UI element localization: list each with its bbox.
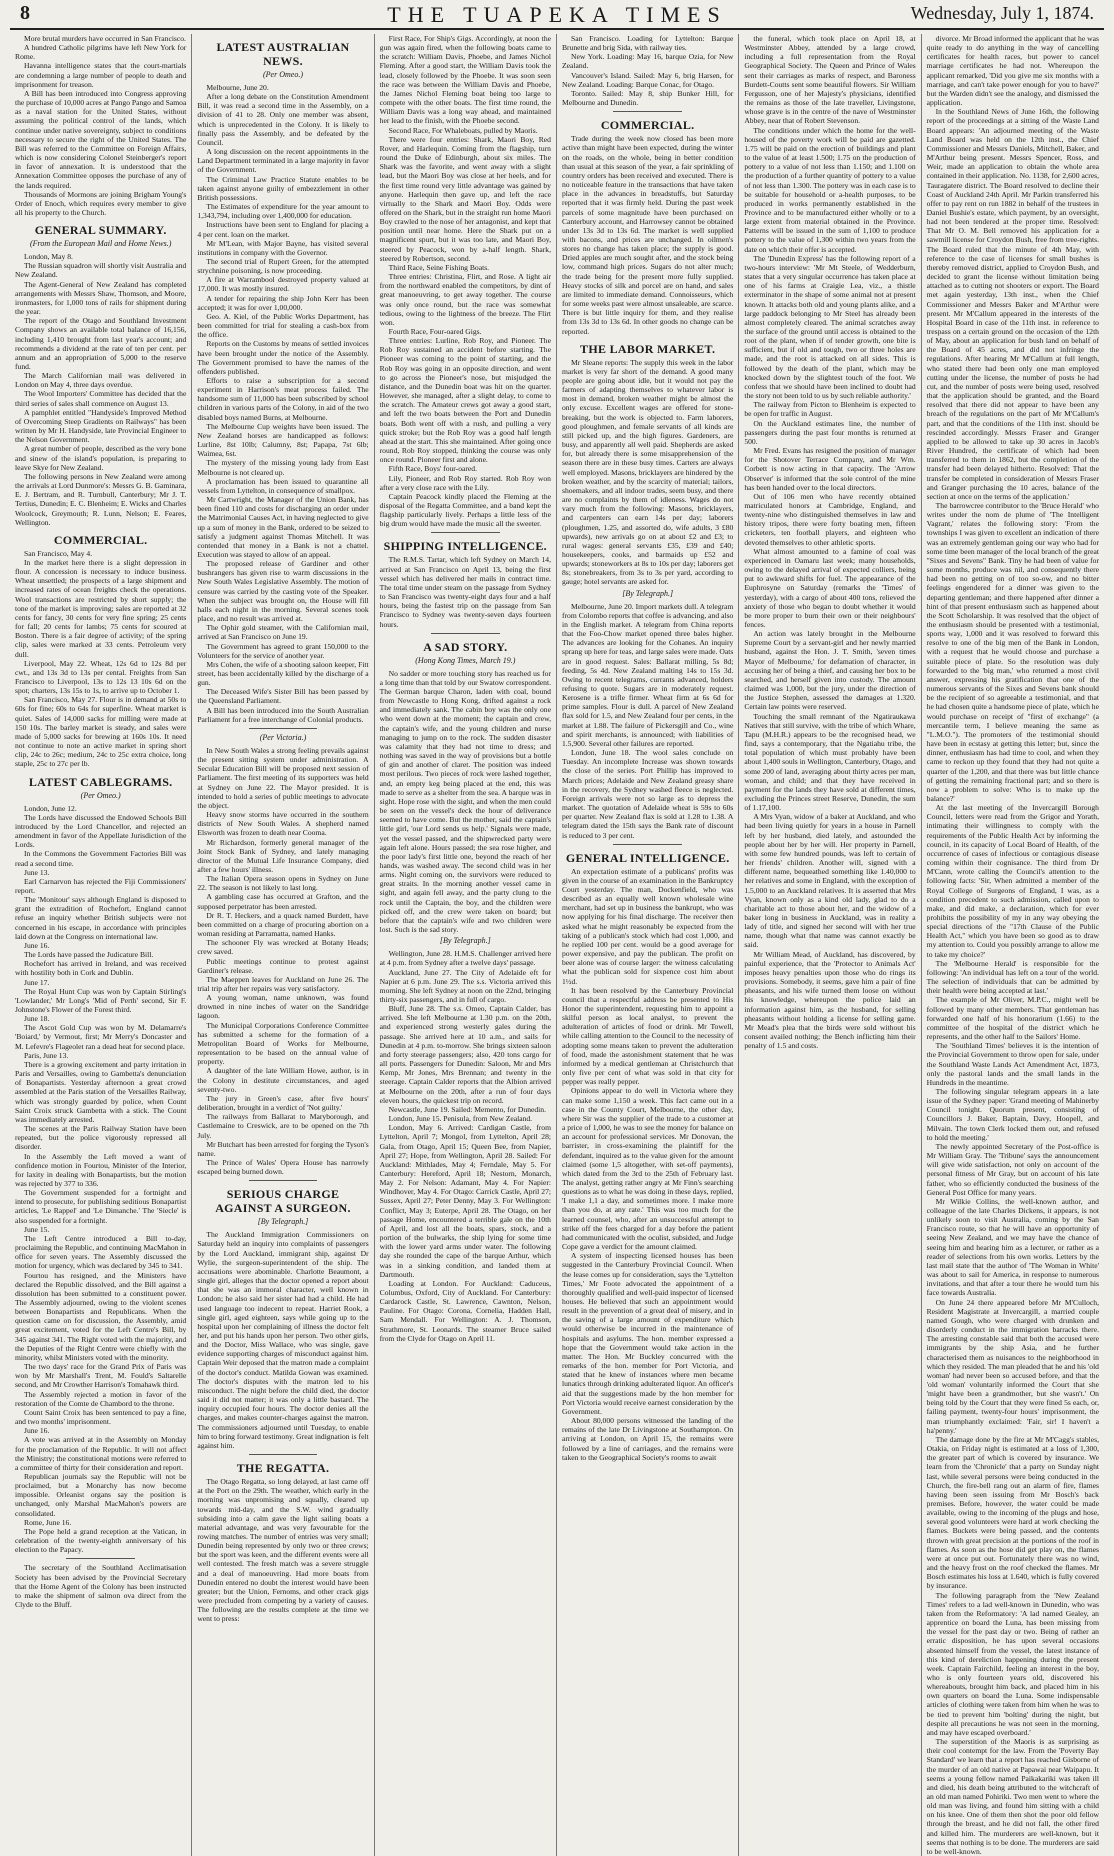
article-paragraph: Reports on the Customs by means of settled invoices have been brought under the notice of the Assembly. The Government promised to have the names of the offenders published.	[197, 339, 369, 376]
article-paragraph: The scenes at the Paris Railway Station have been repeated, but the police vigorously repressed all disorder.	[15, 1124, 187, 1152]
newspaper-title: THE TUAPEKA TIMES	[387, 2, 727, 27]
article-paragraph: A proclamation has been issued to quarantine all vessels from Lyttelton, in consequence of smallpox.	[197, 476, 369, 495]
article-paragraph: The Deceased Wife's Sister Bill has been passed by the Queensland Parliament.	[197, 687, 369, 706]
column-1	[10, 34, 192, 1856]
article-paragraph: Liverpool, May 22. Wheat, 12s 6d to 12s 8d per cwt., and 13s 3d to 13s per cental. Freights from San Francisco to Liverpool, 13s to 12s 13 10s 6d on the spot; charters, 13s 15s to 1s, to arrive up to October 1.	[15, 658, 187, 696]
section-heading: LATEST CABLEGRAMS.	[28, 774, 173, 789]
article-paragraph: June 13.	[24, 867, 50, 877]
section-heading: GENERAL INTELLIGENCE.	[565, 850, 730, 865]
article-paragraph: Dr R. T. Heckers, and a quack named Burdett, have been committed on a charge of procuring abortion on a woman residing at Parramatta, named Hanks.	[197, 910, 369, 939]
article-paragraph: Trade during the week now closed has been more active than might have been expected, during the winter on the roads, on the whole, being in better condition than usual at this season of the year, a fair sprinkling of country orders has been received and executed. There is no noticeable feature in the transactions that have taken place in the advances in breadstuffs, but Saturday reported that it was firmly held. During the past week parcels of some magnitude have been purchased on Canterbury account, and Harrowsey cannot be obtained under 13s 3d to 13s 6d. The market is well supplied with bacons, and prices are unchanged. In oilmen's stores no change has taken place; the supply is good. Dried apples are much sought after, and the stock being low, command high prices. Sugars do not alter much; the trade being for the present more fully supplied. Heavy stocks of silk and porcel are on hand, and sales are limited to immediate demand. Connoisseurs, which for some weeks past were almost unsaleable, are scarce. There is but little inquiry for them, and they realise from 13s 3d to 13s 6d. In other goods no change can be reported.	[561, 134, 734, 336]
article-paragraph: London, May 8.	[24, 252, 73, 262]
section-heading: COMMERCIAL.	[53, 532, 148, 547]
column-6	[922, 34, 1104, 1856]
section-subheading: (Hong Kong Times, March 19.)	[415, 655, 516, 665]
article-paragraph: Auckland, June 27. The City of Adelaide eft for Napier at 6 p.m. June 29. The s.s. Victoria arrived this morning. She left Sydney at noon on the 22nd, bringing thirty-six passengers, and in full of cargo.	[379, 967, 551, 1004]
section-divider	[431, 633, 500, 634]
article-paragraph: Public meetings continue to protest against Gardiner's release.	[197, 956, 369, 975]
section-divider	[249, 1454, 318, 1455]
article-paragraph: On June 24 there appeared before Mr M'Culloch, Resident Magistrate at Invercargill, a married couple named Gough, who were charged with drunken and disorderly conduct in the immigration barracks there. The arresting constable said that both the accused were immigrants by the ship Asia, and he further characterised them as nuisances to the neighborhood in which they resided. The man pleaded that he and his 'old woman' had never been so accused before, and that the 'old woman' voluntarily informed the Court that she 'might have been a grandmother, but she wasn't.' On being told by the Court that they were fined 5s each, or, failing payment, twenty-four hours' imprisonment, the man triumphantly exclaimed: 'Fair, sir! I haven't a ha'penny.'	[926, 1297, 1099, 1435]
article-paragraph: Touching the small remnant of the Ngatiraukawa Natives that still survive, with the tribe of which Whare, Tapu (M.H.R.) appears to be the recognised head, we find, says a contemporary, that the Ngatiahu tribe, the total population of which must probably have been about 1,400 souls in Wellington, Canterbury, Otago, and some 200 of land, averaging about thirty acres per man, woman, and child; and that they have received in payment for the lands they have sold at different times, excluding the Princes street Reserve, Dunedin, the sum of 1.17,100.	[744, 711, 916, 813]
article-paragraph: June 18.	[24, 1014, 50, 1024]
article-paragraph: A vote was arrived at in the Assembly on Monday for the proclamation of the Republic. It will not affect the Ministry; the constitutional motions were referred to a committee of thirty for their consideration and report.	[15, 1435, 187, 1472]
article-paragraph: San Francisco. Loading for Lyttelton: Barque Brunette and brig Sida, with railway ties.	[561, 34, 734, 53]
article-paragraph: About 80,000 persons witnessed the landing of the remains of the late Dr Livingstone at Southampton. On arriving at London, on April 15, the remains were followed by a line of carriages, and the remains were taken to the Geographical Society's rooms to await	[561, 1416, 734, 1462]
article-paragraph: Instructions have been sent to England for placing a 4 per cent. loan on the market.	[197, 220, 369, 239]
article-paragraph: There were four entries: Shark, Maori Boy, Red Rover, and Harlequin. Coming from the flagship, turn round the Duke of Edinburgh, about six miles. The Shark was the favorite, and went away with a slight lead, but the Maori Boy was close at her heels, and for the first time round very little advantage was gained by anyone. Harlequin then gave up, and left the race virtually to the Shark and Maori Boy. Odds were offered on the Shark, but in the straight run home Maori Boy crawled to the nose of her antagonist, and kept that position until near home. Here the Shark put on a magnificent spurt, but it was too late, and Maori Boy, steered by Peacock, won by a-half length. Shark, steered by Robertson, second.	[379, 134, 551, 263]
column-3	[375, 34, 557, 1856]
article-paragraph: San Francisco, May 27. Flour is in demand at 50s to 60s for fine; 60s to 64s for superfine. Wheat market is quiet. Sales of 14,000 sacks for milling were made at 150 10s. The barley market is steady, and sales were made of 5,000 sacks for brewing at 160s 10s. It need not continue to note an active market in spring short clip, 24c to 26c; medium, 24c to 25c extra choice, long staple, 25c to 27c per lb.	[15, 695, 187, 769]
article-paragraph: Mr Wilkie Collins, the well-known author, and colleague of the late Charles Dickens, it appears, is not unlikely soon to visit Australia, coming by the San Francisco route, so that he will have an opportunity of seeing New Zealand, and we may have the chance of seeing him and hearing him as a lecturer, or rather as a reader of selections from his own works. Letters by the last mail state that the author of 'The Woman in White' was about to sail for America, in response to numerous invitations, and that after a tour there he would turn his face towards Australia.	[926, 1196, 1099, 1298]
article-paragraph: The Assembly rejected a motion in favor of the restoration of the Comte de Chambord to the throne.	[15, 1389, 187, 1408]
page-number: 8	[20, 2, 30, 24]
section-heading: SERIOUS CHARGE AGAINST A SURGEON.	[215, 1187, 351, 1216]
article-paragraph: A system of inspecting licensed houses has been suggested in the Canterbury Provincial Council. When the lease comes up for consideration, says the 'Lyttelton Times,' Mr Foote advocated the appointment of a thoroughly qualified and well-paid inspector of licensed houses. He believed that such an appointment would result in the prevention of a great deal of misery, and in the saving of a large amount of expenditure which would otherwise be incurred in the maintenance of hospitals and asylums. The hon. member expressed a hope that the Government would take action in the matter. The Hon. Mr Buckley concurred with the remarks of the hon. member for Port Victoria, and stated that he knew of instances where men became lunatics through drinking adulterated liquor. An officer's aid that the suggestions made by the hon member for Port Victoria would receive earnest consideration by the Government.	[561, 1251, 734, 1416]
article-paragraph: A great number of people, described as the very bone and sinew of the island's population, is preparing to leave Skye for New Zealand.	[15, 444, 187, 472]
article-paragraph: The Left Centre introduced a Bill to-day, proclaiming the Republic, and continuing MacMahon in office for seven years. The Assembly discussed the motion for urgency, which was declared by 345 to 341.	[15, 1233, 187, 1271]
article-paragraph: Fifth Race, Boys' four-oared.	[388, 464, 477, 474]
article-paragraph: The conditions under which the home for the well-housed of the poverty work will be paid are gazetted. 1.75 will be paid on the erection of buildings and plant to the value of at least 1.500; 1.75 on the production of pottery to a value of not less than 1.150; and 1.100 on the production of a further quantity of pottery to a value of not less than 1.300. The pottery was in each case is to be suitable for household or a-health purposes, to be produced in works permanently established in the Province and to be manufactured either wholly or to a large extent from material obtained in the Province. Patterns will be issued in the sum of 1,100 to produce pottery to the value of 1,300 within two years from the date on which their offer is accepted.	[744, 125, 916, 254]
section-divider	[249, 728, 318, 729]
article-paragraph: London, June 15. Penisula, from New Zealand.	[388, 1114, 533, 1124]
article-paragraph: The March Californian mail was delivered in London on May 4, three days overdue.	[15, 371, 187, 390]
article-paragraph: The Government has agreed to grant 150,000 to the Volunteers for the service of another year.	[197, 641, 369, 660]
article-paragraph: Republican journals say the Republic will not be proclaimed, but a Monarchy has now become impossible. Orleanist organs say the position is unchanged, only Marshal MacMahon's powers are consolidated.	[15, 1471, 187, 1518]
section-subheading: [By Telegraph.]	[439, 936, 491, 946]
article-paragraph: A fire at Warrambool destroyed property valued at 17,000. It was mostly insured.	[197, 275, 369, 294]
article-paragraph: Melbourne, June 20.	[206, 83, 269, 92]
section-divider	[613, 111, 682, 112]
article-paragraph: The barrowcree contributor to the 'Bruce Herald' who writes under the nom de plume of 'The Intelligent Vagrant,' relates the following story: 'From the townships I was given to excellent an indication of there was an extremely gentleman going our way who had for some time been manager of the local branch of the great "Sixes and Sevens" Bank. Tiny he had been of value for some months, produce was nil, and consequently there had been no getting on of too so-ow, and no bitter feelings engendered for a dinner was given to the departing gentleman; and there happened after dinner a hint of that present enthusiasm such as happened about the Scott Scholarship. It was resolved that the object of the enthusiasm should be presented with a testimonial, sports way, 1,000 and it was resolved to forward this resolve to one of the big men of the Bank in London, with a request that he would choose and purchase a suitable piece of plate. So the resolution was duly forwarded to the 'big man,' who returned a most civil answer, expressing his gratification that one of the numerous servants of the Sixes and Sevens bank should be the recipient of so agreeable a testimonial, and that he had chosen quite a handsome piece of plate, which he would purchase on receipt of "first of exchange" (a mercantile term, I believe meaning the same as "L.M.O."). The promoters of the testimonial should have been in ecstasy at getting this letter; but, since the dinner, enthusiasm has had time to cool, and when they came to reckon up they found that they had not quite a quarter of the 1,200, and that there was but little chance of getting the remaining fractional part; and so there is now a problem to solve: Who is to make up the balance?'	[926, 500, 1099, 803]
article-paragraph: The Maeppen leaves for Auckland on June 26. The trial trip after her repairs was very satisfactory.	[197, 974, 369, 993]
article-paragraph: The superstition of the Maoris is as surprising as their cool contempt for the law. From the 'Poverty Bay Standard' we learn that a report has reached Gisborne of the murder of an old native at Papawai near Waipapu. It seems a young fellow named Paikakariki was taken ill and died, his death being attributed to the witchcraft of an old man named Pohiriki. Two men went to where the old man was living, and found him sitting with a child on his knee. One of them then shot the poor old fellow through the breast, and he did not fall, the other fired and killed him. The murderers are well-known, but it seems that nothing is to be done. The murderers are said to be well-known.	[926, 1737, 1099, 1856]
article-paragraph: The R.M.S. Tartar, which left Sydney on March 14, arrived at San Francisco on April 13, being the first vessel which has delivered her mails in contract time. The total time under steam on the passage from Sydney to San Francisco was twenty-eight days four and a half hours, being the fastest trip on the passage from San Francisco to Sydney was twenty-seven days fourteen hours.	[379, 555, 551, 629]
article-paragraph: Mr Richardson, formerly general manager of the Joint Stock Bank of Sydney, and lately managing director of the Mutual Life Insurance Company, died after a few hours' illness.	[197, 837, 369, 874]
article-paragraph: London, May 6. Arrived: Cardigan Castle, from Lyttelton, April 7; Mongol, from Lyttelton, April 28; Gala, from Otago, April 15; Queen Bee, from Napier, April 27; Hope, from Wellington, April 28. Sailed: For Auckland: Mithlades, May 4; Ferndale, May 5. For Canterbury: Hereford, April 18; Nestorn, Monarch, May 2. For Nelson: Adamant, May 4. For Napier: Windhover, May 4. For Otago: Carrick Castle, April 27; Sussex, April 27; Peter Denny, May 3. For Wellington: Conflict, May 3; Euterpe, April 28. The Otago, on her passage Home, encountered a terrible gale on the 10th of April, and lost all the boats, spars, stock, and a portion of the bulwarks, the ship lying for some time with the lower yard arms under water. The following day she rounded the cape of the barque Arthur, which was in a sinking condition, and landed them at Dartmouth.	[379, 1123, 551, 1279]
article-paragraph: Thousands of Mormons are joining Brigham Young's Order of Enoch, which requires every member to give all his property to the Church.	[15, 189, 187, 217]
article-paragraph: Efforts to raise a subscription for a second experiment in Harrison's meat process failed. The handsome sum of 11,000 has been subscribed by school children in various parts of the Colony, in aid of the two disabled boys named Burns, at Melbourne.	[197, 376, 369, 422]
article-paragraph: Mr William Mead, of Auckland, has discovered, by painful experience, that the 'Protector to Animals Act' imposes heavy penalties upon those who do rings its provisions. Somebody, it seems, gave him a pair of fine pheasants, and his wife turned them loose on without his knowledge, whereupon the police laid an information against him, as the husband, for selling pheasants without holding a license for selling game. Mr Mead's plea that the birds were sold without his consent availed nothing; the Bench inflicting him their penalty of 1.5 and costs.	[744, 949, 916, 1051]
issue-date: Wednesday, July 1, 1874.	[910, 3, 1094, 23]
article-paragraph: The Agent-General of New Zealand has completed arrangements with Messrs Shaw, Thomson, and Moore, ironmasters, for 1,000 tons of rails for shipment during the year.	[15, 279, 187, 317]
section-subheading: (Per Omeo.)	[80, 790, 121, 800]
article-paragraph: London, June 18. The wool sales conclude on Tuesday. An incomplete Increase was shown towards the close of the series. Port Phillip has improved to March prices; Adelaide and New Zealand greasy share in the recovery, the Sydney washed fleece is neglected. Foreign arrivals were not so large as to depress the market. The quotation of Adelaide wheat is 59s to 60s per quarter. New Zealand flax is sold at 1.28 to 1.38. A telegram dated the 15th says the Bank rate of discount is reduced to 3 per cent.	[561, 748, 734, 840]
article-paragraph: Vancouver's Island. Sailed: May 6, brig Harsen, for New Zealand. Loading: Barque Conac, for Otago.	[561, 70, 734, 89]
article-paragraph: The Municipal Corporations Conference Committee has submitted a scheme for the formation of a Metropolitan Board of Works for Melbourne, representation to be based on the annual value of property.	[197, 1020, 369, 1067]
article-paragraph: There is a growing excitement and party irritation in Paris and Versailles, owing to Gambetta's denunciation of Bonapartists. Yesterday afternoon a great crowd assembled at the Paris station of the Versailles Railway, which was strongly guarded by police, when Count Saint Croix struck Gambetta with a stick. The Count was immediately arrested.	[15, 1059, 187, 1124]
article-paragraph: At the last meeting of the Invercargill Borough Council, letters were read from the Grigor and Yorath, intimating their willingness to comply with the requirements of the Public Health Act by informing the council, in its capacity of Local Board of Health, of the occurrence of cases of infectious or contagious disease coming within their cognisance. The third from Dr M'Cann, wrote calling the Council's attention to the following facts: 'Sir, When admitted a member of the Royal College of Surgeons of England, I was, as a condition precedent to such admission, called upon to make, and did make, a declaration, which for ever prohibits the possibility of my in any way obeying the special directions of the "17th Clause of the Public Health Act," which you have been so good as to draw my attention to. Could you possibly arrange to allow me to take my choice?'	[926, 803, 1099, 959]
section-heading: GENERAL SUMMARY.	[34, 223, 167, 238]
article-paragraph: An expectation estimate of a publicans' profits was given in the course of an examination in the Bankruptcy Court yesterday. The man, Dockenfield, who was described as an equally well known wholesale wine merchant, had set up in business the bankrupt, who was now applying for his final discharge. The receiver then asked what he might reasonably be expected from the taking of a publican's stock which had cost 1,000, and he replied 100 per cent. would be a good average for power expensive, and pay the publican. The profit on beer alone was of course larger: the witness calculating what the publican sold for sixpence cost him about 1½d.	[561, 866, 734, 986]
article-paragraph: Paris, June 13.	[24, 1050, 69, 1060]
article-paragraph: In the Commons the Government Factories Bill was read a second time.	[15, 849, 187, 868]
article-paragraph: In the market here there is a slight depression in flour. A concession is necessary to induce business. Wheat unsettled; the prospects of a large shipment and increased rates of ocean freights check the operations. Wool transactions are restricted by short supply; the tone of the market is improving; sales are reported at 32 cents for fancy, 30 cents for very fine spring; 25 cents for fall; 20 cents for lambs; 75 cents for scoured at Boston. There is a fair degree of activity; of the spring clip, sales were marked at 33 cents. Petroleum very dull.	[15, 557, 187, 659]
article-paragraph: Second Race, For Whaleboats, pulled by Maoris.	[388, 125, 538, 135]
section-divider	[249, 1180, 318, 1181]
article-paragraph: No sadder or more touching story has reached us for a long time than that told by our Swatow correspondent. The German barque Charon, laden with coal, bound from Newcastle to Hong Kong, drifted against a rock and immediately sank. The cabin boy was the only one who went down at the moment; the captain and crew, the captain's wife, and the young children and nurse managing to jump on to the rock. The sudden disaster was calamity that they had not time to dress; and nothing was saved in the way of provisions but a bottle of gin and another of claret. The position was indeed most perilous. Two pieces of rock were lashed together, and, an empty keg being placed at the end, this was made to serve as a shelter from the sea. A barque was in sight. Hope rose with the sight, and when the men could be seen on the vessel's deck the hour of deliverance seemed to have come. But the mother, said the captain's little girl, 'our Lord sends us help.' Signals were made, yet the vessel passed, and the shipwrecked party were again left alone. Hours passed; the sea rose higher, and the poor lady's first little one, beyond the reach of her hands, was washed away. The second child was in her arms. Night coming on, the survivors were reduced to great straits. In the morning another vessel came in sight, and again fell away, and the party clung to the rock until the Captain, the boy, and the children were picked off, and the crew were taken on board; but before that the captain's wife and two children were lost. Such is the sad story.	[379, 668, 551, 935]
article-paragraph: First Race, For Ship's Gigs. Accordingly, at noon the gun was again fired, when the following boats came to the scratch: William Davis, Phoebe, and James Nichol Fleming. After a good start, the William Davis took the lead, closely followed by the Phoebe. It was soon seen the race was between the William Davis and Phoebe, the James Nichol Fleming boat being too large to compete with the other boats. The first time round, the William Davis was a long way ahead, and maintained her lead to the finish, with the Phoebe second.	[379, 34, 551, 126]
article-paragraph: A tender for repairing the ship John Kerr has been accepted; it was for over 1,00,000.	[197, 293, 369, 312]
section-divider	[613, 844, 682, 845]
article-paragraph: It has been resolved by the Canterbury Provincial council that a respectful address be presented to His Honor the superintendent, requesting him to appoint a skilful person as local analyst, to prevent the adulteration of articles of food or drink. Mr Towell, while calling attention to the Council to the necessity of adopting some means taken to prevent the adulteration of food, made the astonishment statement that he was informed by a medical gentleman at Christchurch that only five per cent of what was sold in that city for pepper was really pepper.	[561, 985, 734, 1087]
article-paragraph: The Government suspended for a fortnight and intend to prosecute, for publishing seditious Bonapartist articles, 'Le Rappel' and 'Le Dimanche.' The 'Siecle' is also suspended for a fortnight.	[15, 1188, 187, 1225]
section-subheading: (From the European Mail and Home News.)	[29, 239, 172, 249]
article-paragraph: A Mrs Vyan, widow of a baker at Auckland, and who had been living quietly for years in a house in Parnell left by her husband, died lately, and astounded the people about her by her will. Her property in Parnell, with some few hundred pounds, was left to certain of her friends' children. Another will, signed with a different name, bequeathed something like 1.40,000 to her relatives and some in England, with the exception of 1.5,000 to an Auckland relatives. It is asserted that Mrs Vyan, known only as a kind old lady, glad to do a charitable act to those about her, and the widow of a baker long in business in Auckland, was in reality a lady of title, and signed her second will with her true name, though what that name was cannot exactly be said.	[744, 812, 916, 950]
article-paragraph: The jury in Green's case, after five hours' deliberation, brought in a verdict of 'Not guilty.'	[197, 1093, 369, 1113]
section-heading: THE LABOR MARKET.	[580, 341, 716, 356]
article-paragraph: Rome, June 16.	[24, 1517, 72, 1527]
article-paragraph: Bluff, June 28. The s.s. Omeo, Captain Calder, has arrived. She left Melbourne at 1.30 p.m. on the 20th, and experienced strong westerly gales during the passage. She arrived here at 10 a.m., and sails for Dunedin at 4 p.m. to-morrow. She brings sixteen saloon and forty steerage passengers; also, 420 tons cargo for all ports. Passengers for Dunedin: Saloon, Mr and Mrs Kemp, Mr Jones, Mrs Brennan; and twenty in the steerage. Captain Calder reports that the Albion arrived at Melbourne on the 20th, after a run of four days eleven hours, the quickest trip on record.	[379, 1004, 551, 1105]
article-paragraph: After a long debate on the Constitution Amendment Bill, it was read a second time in the Assembly, on a division of 41 to 28. Only one member was absent, which is unprecedented in the Colony. It is likely to finally pass the Assembly, and be defeated by the Council.	[197, 92, 369, 147]
article-paragraph: Three entries: Christina, Flirt, and Rose. A light air from the northward enabled the competitors, by dint of great manoeuvring, to get away together. The course was only once round, but the race was somewhat tedious, owing to the lightness of the breeze. The Flirt won.	[379, 272, 551, 327]
article-paragraph: The 'Melbourne Herald' is responsible for the following: 'An individual has left on a tour of the world. The selection of individuals that can be admitted by their health were being accepted at last.'	[926, 958, 1099, 996]
article-paragraph: Lily, Pioneer, and Rob Roy started. Rob Roy won after a very close race with the Lily.	[379, 473, 551, 492]
article-paragraph: The Russian squadron will shortly visit Australia and New Zealand.	[15, 261, 187, 280]
article-paragraph: In New South Wales a strong feeling prevails against the present sitting system under administration. A Secular Education Bill will be proposed next session of Parliament. The first meeting of its supporters was held at Sydney on June 22. The Mayor presided. It is intended to hold a series of public meetings to advocate the object.	[197, 745, 369, 810]
article-paragraph: Fourtou has resigned, and the Ministers have declared the Republic dissolved, and the Bill against a dissolution has been submitted to a constituent power. The Assembly adjourned, owing to the violent scenes between Bonapartists and Republicans. When the question came on for discussion, the Assembly, amid great excitement, voted for the Left Centre's Bill, by 345 against 341. The Right voted with the majority, and the Deputies of the Right Centre were chiefly with the minority, whilst Ministers voted with the minority.	[15, 1270, 187, 1362]
article-paragraph: The two days' race for the Grand Prix of Paris was won by Mr Marshall's Trent, M. Fould's Saltarelle second, and Mr Crowther Harrison's Tomahawk third.	[15, 1362, 187, 1390]
article-paragraph: Mr Butchart has been arrested for forging the Tyson's name.	[197, 1139, 369, 1158]
article-paragraph: Newcastle, June 19. Sailed: Memento, for Dunedin.	[388, 1104, 546, 1114]
article-paragraph: Mr Cartwright, the Manager of the Union Bank, has been fined 110 and costs for discharging an order under the Matrimonial Causes Act, in having neglected to give up a sum of money in the Bank, ordered to be seized to satisfy a judgment against Thomas Mitchell. It was contended that money in a Bank is not a chattel. Execution was stayed to allow of an appeal.	[197, 495, 369, 559]
article-paragraph: Melbourne, June 20. Import markets dull. A telegram from Colombo reports that coffee is advancing, and also in the English market. A telegram from China reports that the Foo-Chow market opened three bales higher. The advances are looking for the Cohanes. An inquiry sprang up here for teas, and large sales were made. Oats are in good request. Sales: Ballarat milling, 5s 8d; feeding, 5s 4d. New Zealand malting 14s to 15s 3d. Owing to recent telegrams, currants advanced, holders refusing to quote. Sugars are in moderately request. Kerosene is a trifle firmer. Wheat firm at 6s 6d for prime samples. Flour is dull. A parcel of New Zealand flax sold for 1.5, and New Zealand four per cents, in the market at 1.88. The failure of Pickersgill and Co., wine and spirit merchants, is announced; with liabilities of 1.5,900. Several other failures are reported.	[561, 601, 734, 748]
article-paragraph: A daughter of the late William Howe, author, is in the Colony in destitute circumstances, and aged seventy-two.	[197, 1066, 369, 1094]
article-paragraph: San Francisco, May 4.	[24, 548, 93, 558]
article-paragraph: The mystery of the missing young lady from East Melbourne is not cleared up.	[197, 458, 369, 477]
article-paragraph: The following singular telegram appears in a late issue of the Sydney paper: 'Grand meeting of Mahinerby Council tonight. Quorum present, consisting of Councillors J. Baker, Baptain, Davy, Hoopell, and Milvain. The town Clerk locked them out, and refused to hold the meeting.'	[926, 1086, 1099, 1142]
section-heading: COMMERCIAL.	[600, 118, 695, 133]
article-paragraph: Heavy snow storms have occurred in the southern districts of New South Wales. A shepherd named Elsworth was frozen to death near Cooma.	[197, 810, 369, 838]
article-paragraph: Rochefort has arrived in Ireland, and was received with hostility both in Cork and Dublin.	[15, 959, 187, 978]
article-paragraph: The railway from Picton to Blenheim is expected to be open for traffic in August.	[744, 400, 916, 419]
article-paragraph: The schooner Fly was wrecked at Botany Heads; crew saved.	[197, 938, 369, 957]
article-paragraph: A Bill has been introduced into the South Australian Parliament for a free interchange of Colonial products.	[197, 705, 369, 724]
section-heading: SHIPPING INTELLIGENCE.	[383, 539, 547, 554]
article-paragraph: Count Saint Croix has been sentenced to pay a fine, and two months' imprisonment.	[15, 1407, 187, 1427]
section-heading: THE REGATTA.	[236, 1461, 330, 1476]
article-paragraph: Havanna intelligence states that the court-martials are condemning a large number of people to death and imprisonment for treason.	[15, 61, 187, 89]
article-paragraph: The Otago Regatta, so long delayed, at last came off at the Port on the 29th. The weather, which early in the morning was unpromising and squally, cleared up towards mid-day, and the S.W. wind gradually subsiding into a calm gave the light sailing boats a material advantage, and was very favourable for the rowing matches. The number of entries was very small; Dunedin being represented by only two or three crews; but the sport was keen, and the different events were all well contested. The fresh match was a severe struggle and a deal of manoeuvring. Had more boats from Dunedin entered no doubt the interest would have been greater; but the Union, Fernoms, and other crack gigs were precluded from competing by a variety of causes. The following are the results complete at the time we went to press:	[197, 1477, 369, 1624]
article-paragraph: The report of the Otago and Southland Investment Company shows an available total balance of 16,156, including 1,410 brought from last year's account; and recommends a dividend at the rate of ten per cent. per annum and an appropriation of 5,000 to the reserve fund.	[15, 316, 187, 371]
section-divider	[66, 1558, 135, 1559]
article-paragraph: The Ascot Gold Cup was won by M. Delamarre's 'Boiard,' by Vermout, first; Mr Merry's Doncaster and M. Lefevre's Flageolet ran a dead heat for second place.	[15, 1023, 187, 1051]
article-paragraph: The Pope held a grand reception at the Vatican, in celebration of the twenty-eighth anniversary of his election to the Papacy.	[15, 1526, 187, 1555]
column-5	[739, 34, 921, 1856]
article-paragraph: New York. Loading: May 16, barque Ozia, for New Zealand.	[561, 52, 734, 71]
article-paragraph: The Ophir gold steamer, with the Californian mail, arrived at San Francisco on June 19.	[197, 623, 369, 642]
article-paragraph: The second trial of Rupert Green, for the attempted strychnine poisoning, is now proceeding.	[197, 256, 369, 276]
article-paragraph: In the Assembly the Left moved a want of confidence motion in Fourtou, Minister of the Interior, for laxity in dealing with Bonapartists, but the motion was rejected by 377 to 336.	[15, 1151, 187, 1188]
article-paragraph: Wellington, June 28. H.M.S. Challenger arrived here at 4 p.m. from Sydney after a twelve days' passage.	[379, 949, 551, 968]
article-paragraph: The railways from Ballarat to Maryborough, and Castlemaine to Creswick, are to be opened on the 7th July.	[197, 1112, 369, 1140]
section-divider	[431, 532, 500, 533]
article-paragraph: The Lords have passed the Judicature Bill.	[24, 950, 154, 960]
section-heading: LATEST AUSTRALIAN NEWS.	[216, 40, 350, 68]
article-paragraph: Mr Fred. Evans has resigned the position of manager for the Shotover Terrace Company, and Mr Wm. Corbett is now acting in that capacity. The 'Arrow Observer' is informed that the sole control of the mine has been handed over to the local directors.	[744, 446, 916, 492]
article-paragraph: divorce. Mr Broad informed the applicant that he was quite ready to do anything in the way of cancelling certificates for health races, but power to cancel marriage certificates he had not. Whereupon the applicant remarked, 'Did you give me six months with a marriage, and can't take power enough for you to have?' but the Warden didn't see the analogy, and dismissed the application.	[926, 34, 1099, 108]
section-heading: A SAD STORY.	[423, 639, 508, 654]
article-paragraph: The 'Monitour' says although England is disposed to grant the extradition of Rochefort, England cannot refuse an inquiry whether British subjects were not concerned in his escape, in accordance with principles laid down at the Congress on international law.	[15, 895, 187, 941]
article-paragraph: Mr M'Lean, with Major Bayne, has visited several institutions in company with the Governor.	[197, 238, 369, 257]
article-paragraph: The secretary of the Southland Acclimatisation Society has been advised by the Provincial Secretary that the Home Agent of the Colony has been instructed to make the shipment of salmon ova direct from the Clyde to the Bluff.	[15, 1563, 187, 1609]
article-paragraph: An action was lately brought in the Melbourne Supreme Court by a servant-girl and her newly married husband, against the Hon. J. T. Smith, 'seven times Mayor of Melbourne,' for defamation of character, in accusing her of being a thief, and causing her box to be searched, and herself given into custody. The amount claimed was 1,000, but the jury, under the direction of the Justice Stephen, assessed the damages at 1.320. Certain law points were reserved.	[744, 629, 916, 712]
column-2	[192, 34, 374, 1856]
article-paragraph: Captain Peacock kindly placed the Fleming at the disposal of the Regatta Committee, and a band kept the flagship particularly lively. Perhaps a little less of the big drum would have made the music all the sweeter.	[379, 491, 551, 529]
section-subheading: [By Telegraph.]	[622, 588, 674, 598]
article-paragraph: Three entries: Lurline, Rob Roy, and Pioneer. The Rob Roy sustained an accident before starting. The Pioneer was coming to the point of starting, and the Rob Roy was going in an opposite direction, and went to go across the Pioneer's nose, but misjudged the distance, and the Dunedin boat was hit on the quarter. However, she managed, after a slight delay, to come to the scratch. The Amateur crews got away a good start, and left the two boats between the Port and Dunedin boats. Both went off with a rush, and pulling a very quick stroke; but the Rob Roy was a good half length ahead at the start. This she maintained. After going once round, Rob Roy stopped, thinking the course was only once round. Pioneer first and alone.	[379, 336, 551, 465]
article-paragraph: Third Race, Seine Fishing Boats.	[388, 262, 490, 272]
article-paragraph: The damage done by the fire at Mr M'Cagg's stables, Otakia, on Friday night is estimated at a loss of 1,300, the greater part of which is covered by insurance. We learn from the 'Chronicle' that a party on Sunday night last, while several persons were being conducted in the Church, the fire-bell rang out an alarm of fire, flames having been seen issuing from Mr Bosch's back premises. Before, however, the water could be made available, owing to the incoming of the plugs and hose, several good volunteers were hard at work checking the flames. Buckets were being passed, and the contents thrown with great precision at the portions of the roof in flames. As soon as the hose did get play on, the flames were at once put out. Fortunately there was no wind, and the heavy frost on the roof checked the flames. Mr Bosch estimates his loss at 1.640, which is fully covered by insurance.	[926, 1434, 1099, 1591]
article-paragraph: Loading at London. For Auckland: Caduceus, Columbus, Oxford, City of Auckland. For Canterbury: Cardarock Castle, St. Lawrence, Cawnton, Nelson, Pauline. For Otago: Corona, Cornelia, Hadden Hall, Sam Mendall. For Wellington: A. J. Thomson, Strathmore, St. Leonards. The steamer Bruce sailed from the Clyde for Otago on April 11.	[379, 1278, 551, 1343]
section-subheading: (Per Victoria.)	[259, 732, 307, 742]
masthead	[10, 0, 1104, 30]
column-4	[557, 34, 739, 1856]
article-paragraph: June 15.	[24, 1224, 50, 1234]
article-paragraph: The Italian Opera season opens in Sydney on June 22. The season is not likely to last long.	[197, 874, 369, 893]
article-paragraph: More brutal murders have occurred in San Francisco.	[24, 34, 186, 43]
article-paragraph: On the Auckland estimates line, the number of passengers during the past four months is returned at 500.	[744, 418, 916, 446]
article-paragraph: The 'Southland Times' believes it is the intention of the Provincial Government to throw open for sale, under the Southland Waste Lands Act Amendment Act, 1873, only the pastoral lands and the small lands in the Hundreds in the meantime.	[926, 1041, 1099, 1087]
article-paragraph: June 16.	[24, 940, 50, 950]
article-paragraph: What almost amounted to a famine of coal was experienced in Oamaru last week; many households, owing to the delayed arrival of expected colliers, being put to awkward shifts for fuel. The appearance of the Euphrosyne on Saturday (remarks the 'Times' of yesterday), with a cargo of about 400 tons, relieved the anxiety of those who began to doubt whether it would be more proper to burn their own or their neighbours' fences.	[744, 546, 916, 629]
article-paragraph: Earl Carnarvon has rejected the Fiji Commissioners' report.	[15, 876, 187, 895]
article-paragraph: A young woman, name unknown, was found drowned in nine inches of water on the Sandridge lagoon.	[197, 993, 369, 1021]
article-paragraph: In the Southland News of June 16th, the following report of the proceedings at a sitting of the Waste Land Board appears: 'An adjourned meeting of the Waste Land Board was held on the 12th inst., the Chief Commissioner and Messrs Daniels, Mitchell, Baker, and M'Arthur being present. Messrs Spencer, Ross, and Weir, made an application to obtain the whole area contained in their application. No. 1138, for 2,600 acres, Tauragatere district. The Board resolved to decline their Coast of Auckland 24th April. Mr Parkin transferred his offer to pay rent on run 1882 in behalf of the trustees in Daniel Bushie's estate, which payment, by an oversight, had not been tendered at the proper time. Resolved: That Mr O. M. Bell removed his application for a sawmill license for Croydon Bush, free from tree-rights. The Board ruled that the minute of 4th May, with reference to the case of licenses for small bushes is thereby removed district, applied to Croydon Bush, and decided to grant the license without limitation being attached as to cutting not shooters or export. The Board met again yesterday, 13th inst., when the Chief Commissioner and Messrs Baker and M'Arthur were present. Mr M'Callum appeared in the interests of the Hospital Board in case of the 11th inst. in reference to trespass on a certain ground on the occasion of the 12th of May, about an application for bush land on behalf of the Board of 45 acres, and did not infringe the regulations. After hearing Mr M'Callum at full length, who stated there had been only one man employed cutting under the license, the number of posts he had cut, and the number of posts were being used, resolved that the application should be granted, and the Board resolved that there did not appear to have been any breach of the regulations on the part of Mr M'Callum's part, and that the conditions of the 11th inst. should be rescinded accordingly. Messrs Fraser and Granger applied to be allowed to take up 30 acres in Jacob's River Hundred, the certificate of which had been transferred to them in 1862, but the completion of the transfer had been delayed hitherto. Resolved: That the transfer be completed in consideration of Messrs Fraser and Granger purchasing the 10 acres, balance of the section at once on the terms of the application.'	[926, 107, 1099, 501]
article-paragraph: The Auckland Immigration Commissioners on Saturday held an inquiry into complaints of passengers by the Lord Auckland, immigrant ship, against Dr Wylie, the surgeon-superintendent of the ship. The accusations were abominable. Charlotte Beaumont, a single girl, alleges that the doctor opened a report about that she was an immoral character, well known in London; he also said her sister had had a child. He had used language too indecent to repeat. Harriet Rook, a single girl, aged eighteen, says while going up to the hospital upon her complaining of illness the doctor felt her, and put his hands upon her person. Two other girls, and the Doctor, Miss Wallace, who was single, gave evidence supporting charges of misconduct against him. Captain Weir deposed that the matron made a complaint of the doctor's conduct. Matilda Gowan was examined. The doctor's disputes with the matron led to his misconduct. The night before the child died, the doctor said it did not matter; it was only a little bastard. The inquiry occupied four hours. The doctor denies all the charges, and makes counter-charges against the matron. The commissioners adjourned until Tuesday, to enable him to bring forward testimony. Great indignation is felt against him.	[197, 1230, 369, 1450]
article-columns	[10, 34, 1104, 1856]
article-paragraph: The following persons in New Zealand were among the arrivals at Lord Dunmore's: Messrs G. B. Gaminara, E. J. Bertram, and R. Turnbull, Canterbury; Mr J. T. Tertius, Dunedin; E. C. Blenheim; E. Wicks and Charles Woolcock, Greymouth; R. Lunn, Nelson; E. Feares, Wellington.	[15, 471, 187, 527]
article-paragraph: Toronto. Sailed: May 8, ship Bunker Hill, for Melbourne and Dunedin.	[561, 88, 734, 108]
article-paragraph: Mrs Cohen, the wife of a shooting saloon keeper, Fitt street, has been accidentally killed by the discharge of a gun.	[197, 659, 369, 688]
article-paragraph: London, June 12.	[24, 803, 77, 813]
article-paragraph: The following paragraph from the 'New Zealand Times' refers to a lad well-known in Dunedin, who was taken from the Reformatory: 'A lad named Gealey, an apprentice on board the Luna, has been missing from the vessel for the past day or two. Being of rather an erratic disposition, he has upon several occasions absented himself from the vessel, the latest instance of this kind of dereliction happening during the present week. Captain Fairchild, feeling an interest in the boy, who is only fourteen years old, discovered his whereabouts, brought him back, and placed him in his own quarters on board the Luna. Some indispensable articles of clothing were taken from him when he was to be tied to prevent him 'bolting' during the night, but despite all precautions he was not seen in the morning, and may have escaped overboard.'	[926, 1590, 1099, 1737]
article-paragraph: A gambling case has occurred at Grafton, and the supposed perpetrator has been arrested.	[197, 892, 369, 911]
article-paragraph: A long discussion on the recent appointments in the Land Department terminated in a large majority in favor of the Government.	[197, 147, 369, 175]
article-paragraph: the funeral, which took place on April 18, at Westminster Abbey, attended by a large crowd, including a full representation from the Royal Geographical Society. The Queen and Prince of Wales sent their carriages as marks of respect, and Baroness Burdett-Coutts sent some beautiful flowers. Sir William Fergusson, one of her Majesty's physicians, identified the remains as those of the late traveller, Livingstone, whose grave is in the centre of the nave of Westminster Abbey, near that of Robert Stevenson.	[744, 34, 916, 126]
article-paragraph: The Estimates of expenditure for the year amount to 1,343,794, including over 1,400,000 for education.	[197, 202, 369, 221]
article-paragraph: The example of Mr Oliver, M.P.C., might well be followed by many other members. That gentleman has forwarded one half of his honorarium (1.66) to the committee of the hospital of the district which he represents, and the other half to the Sailors' Home.	[926, 995, 1099, 1042]
section-subheading: (Per Omeo.)	[263, 70, 303, 79]
section-subheading: [By Telegraph.]	[257, 1217, 309, 1227]
article-paragraph: The Melbourne Cup weights have been issued. The New Zealand horses are handicapped as follows: Lurline, 8st 10lb; Calumny, 8st; Papapa, 7st 6lb; Waimea, 6st.	[197, 421, 369, 459]
article-paragraph: Geo. A. Kiel, of the Public Works Department, has been committed for trial for stealing a cash-box from the office.	[197, 311, 369, 340]
article-paragraph: Mr Sleane reports: The supply this week in the labor market is very far short of the demand. A good many people are going about idle, but it would not pay the farmers of adapting themselves to whatever labor is most in demand, broken weather might be almost the only excuse. Excellent wages are offered for stone-breaking, but the work is objected to. Farm laborers, good ploughmen, and female servants of all kinds are still picked up, and the high figures. Gardeners, are busy, and apparently all well paid. Shepherds are asked for, but already there is some misapprehension of the season there are in these busy times. Carters are always well employed. Masons, bricklayers are hindered by the broken weather, and by the scarcity of material; tailors, shoemakers, and all indoor trades, seem busy, and there are no complaints by them of idleness. Wages do not vary much from the following: Masons, bricklayers, and carpenters can earn 14s per day; laborers (ploughmen, 1.25, and assorted do, wife adults, 3 £80 upwards), new arrivals go on at about £2 and £3; to rural wages: general servants £35, £39 and £40; housekeepers, cooks, and barmaids up £52 and upwards; stoneworkers at 8s to 10s per day; laborers get 8s; stonebreakers, from 3s to 3s per yard, according to gauge; hotel servants are asked for.	[561, 357, 734, 587]
article-paragraph: The Prince of Wales' Opera House has narrowly escaped being burned down.	[197, 1157, 369, 1177]
article-paragraph: Out of 106 men who have recently obtained matriculated honors at Cambridge, England, and twenty-nine who distinguished themselves in law and history tripos, there were forty boating men, fifteen cricketers, ten football players, and eighteen who devoted themselves to other athletic sports.	[744, 491, 916, 547]
article-paragraph: The 'Dunedin Express' has the following report of a two-hours interview: 'Mr Mt Steele, of Wedderburn, states that a very singular occurrence has taken place at one of his farms at Craigie Lea, viz., a thistle exterminator in the shape of some animal not at present known. It attacks both old and young plants alike, and a large paddock belonging to Mr Steel has already been almost completely cleared. The animal scratches away the surface of the ground until access is obtained to the root of the plant, when if of tender growth, one bite is sufficient, but if old and tough, two or three holes are made, and the root is attacked on all sides. This is followed by the death of the plant, which may be knocked down by the slightest touch of the foot. We confess that we should have been inclined to doubt had the story not been told to us by such reliable authority.'	[744, 253, 916, 401]
article-paragraph: The Lords have discussed the Endowed Schools Bill introduced by the Lord Chancellor, and rejected an amendment in favor of the Appellate Jurisdiction of the Lords.	[15, 812, 187, 850]
article-paragraph: The newly appointed Secretary of the Post-office is Mr William Gray. The 'Tribune' says the announcement will give wide satisfaction, not only on account of the personal fitness of Mr Gray, but on account of his late father, who so efficiently conducted the business of the General Post Office for many years.	[926, 1141, 1099, 1197]
article-paragraph: A Bill has been introduced into Congress approving the purchase of 10,000 acres at Pango Pango and Samoa as a naval station for the United States, without assuming the political control of the lands, which continue under native sovereignty, subject to conditions necessary to secure the right of the United States. The Bill was referred to the Committee on Foreign Affairs, which is now considering Colonel Steinberger's report in favor of annexation. It is understood that the Annexation Committee opposes the purchase of any of the lands required.	[15, 88, 187, 190]
article-paragraph: The Royal Hunt Cup was won by Captain Stirling's 'Lowlander,' Mr Long's 'Mid of Perth' second, Sir F. Johnstone's Flower of the Forest third.	[15, 986, 187, 1014]
article-paragraph: Opinions appear to do well in Victoria where they can make some 1,150 a week. This fact came out in a case in the County Court, Melbourne, the other day, where Sir was the supplier of the trade to a customer at a price of 1,000, he was to see the money for balance on an account for professional services. Mr Donovan, the barrister, in cross-examining the plaintiff for the defendant, inquired as to the value given for the amount claimed (some 1,5 altogether, with set-off payments), which dated from the 3rd to the 25th of February last. The analyst, getting rather angry at Mr Finn's searching questions as to what he was doing in these days, replied, 'I make 1,1 a day, and sometimes more. I make more than you do, at any rate.' This was too much for the learned counsel, who, after an unsuccessful attempt to strike off the fees charged for a day before the patient had communicated with the oculist, subsided, and Judge Cope gave a verdict for the amount claimed.	[561, 1086, 734, 1252]
article-paragraph: June 16.	[24, 1426, 50, 1436]
article-paragraph: The Criminal Law Practice Statute enables to be taken against anyone guilty of embezzlement in other British possessions.	[197, 174, 369, 202]
article-paragraph: The Wool Importers' Committee has decided that the third series of sales shall commence on August 13.	[15, 389, 187, 408]
article-paragraph: A hundred Catholic pilgrims have left New York for Rome.	[15, 43, 187, 62]
article-paragraph: Fourth Race, Four-oared Gigs.	[388, 327, 482, 336]
article-paragraph: June 17.	[24, 977, 50, 987]
article-paragraph: The proposed release of Gardiner and other bushrangers has given rise to warm discussions in the New South Wales Legislative Assembly. The motion of censure was carried by the casting vote of the Speaker. When the subject was brought on, the House will fill halls each night in the morning. Several scenes took place, and no result was arrived at.	[197, 559, 369, 624]
article-paragraph: A pamphlet entitled "Handyside's Improved Method of Overcoming Steep Gradients on Railways" has been written by Mr H. Handyside, late Provincial Engineer to the Nelson Government.	[15, 407, 187, 445]
